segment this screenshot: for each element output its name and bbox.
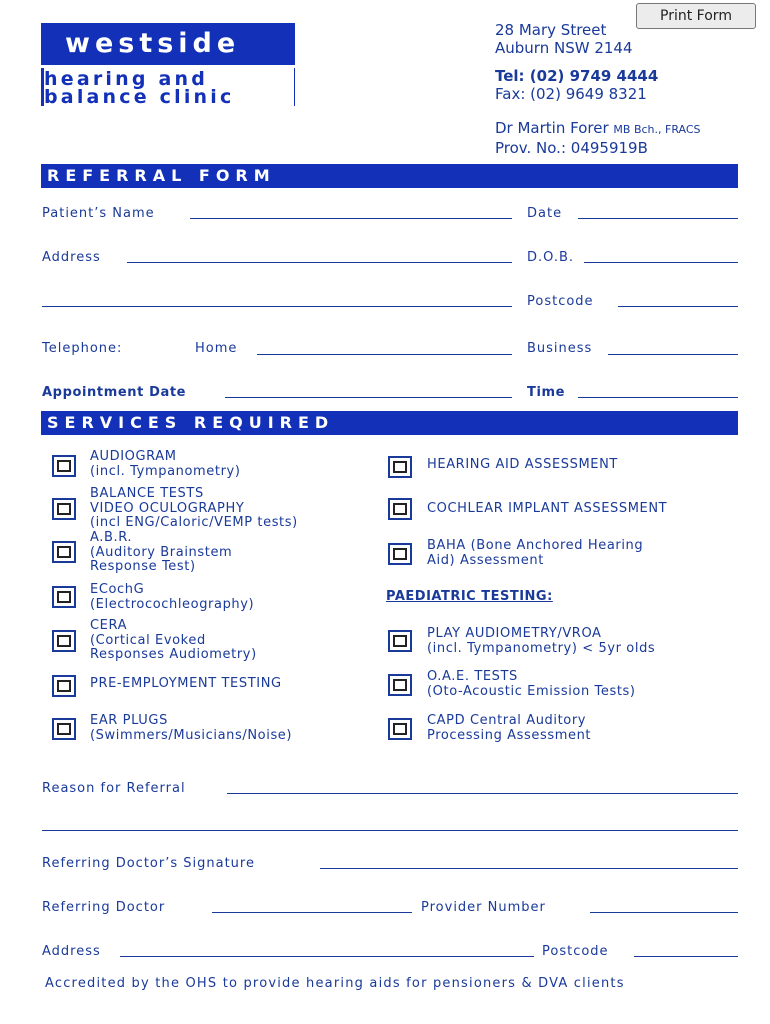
clinic-address: [495, 21, 633, 57]
print-form-button[interactable]: Print Form: [636, 3, 756, 29]
baha-checkbox[interactable]: [388, 543, 412, 565]
referrer-postcode-label: Postcode: [542, 944, 609, 959]
ear-plugs-label: EAR PLUGS (Swimmers/Musicians/Noise): [90, 713, 293, 743]
address-field-line1[interactable]: [127, 262, 512, 263]
clinic-logo: [41, 23, 295, 106]
business-phone-label: Business: [527, 341, 593, 356]
reason-for-referral-field-line1[interactable]: [227, 793, 738, 794]
ear-plugs-checkbox[interactable]: [52, 718, 76, 740]
cochlear-implant-checkbox[interactable]: [388, 498, 412, 520]
postcode-field[interactable]: [618, 306, 738, 307]
services-required-heading: SERVICES REQUIRED: [41, 411, 738, 435]
patient-name-field[interactable]: [190, 218, 512, 219]
doctor-info: [495, 119, 701, 157]
address-field-line2[interactable]: [42, 306, 512, 307]
doctor-name: Dr Martin Forer: [495, 119, 609, 137]
paediatric-testing-heading: PAEDIATRIC TESTING:: [386, 589, 553, 604]
balance-tests-label: BALANCE TESTS VIDEO OCULOGRAPHY (incl ENG/Caloric/VEMP tests): [90, 486, 298, 530]
reason-for-referral-label: Reason for Referral: [42, 781, 186, 796]
abr-checkbox[interactable]: [52, 541, 76, 563]
logo-subtitle-line1: hearing and: [44, 68, 209, 90]
accreditation-footer: Accredited by the OHS to provide hearing aids for pensioners & DVA clients: [45, 976, 625, 991]
clinic-contact: [495, 67, 658, 103]
provider-number-label: Provider Number: [421, 900, 546, 915]
provider-number-field[interactable]: [590, 912, 738, 913]
cochlear-implant-label: COCHLEAR IMPLANT ASSESSMENT: [427, 501, 668, 516]
referrer-postcode-field[interactable]: [634, 956, 738, 957]
play-audiometry-checkbox[interactable]: [388, 630, 412, 652]
dob-label: D.O.B.: [527, 250, 575, 265]
dob-field[interactable]: [584, 262, 738, 263]
ecochg-checkbox[interactable]: [52, 586, 76, 608]
hearing-aid-assessment-checkbox[interactable]: [388, 456, 412, 478]
clinic-street: 28 Mary Street: [495, 21, 607, 39]
home-phone-field[interactable]: [257, 354, 512, 355]
home-phone-label: Home: [195, 341, 238, 356]
reason-for-referral-field-line2[interactable]: [42, 830, 738, 831]
referring-doctor-signature-field[interactable]: [320, 868, 738, 869]
logo-wordmark: westside: [41, 23, 295, 65]
capd-checkbox[interactable]: [388, 718, 412, 740]
referrer-address-field[interactable]: [120, 956, 534, 957]
telephone-label: Telephone:: [42, 341, 123, 356]
pre-employment-label: PRE-EMPLOYMENT TESTING: [90, 676, 282, 691]
postcode-label: Postcode: [527, 294, 594, 309]
audiogram-checkbox[interactable]: [52, 455, 76, 477]
date-label: Date: [527, 206, 563, 221]
referring-doctor-label: Referring Doctor: [42, 900, 166, 915]
doctor-qualifications: MB Bch., FRACS: [613, 123, 701, 136]
oae-tests-label: O.A.E. TESTS (Oto-Acoustic Emission Tests): [427, 669, 636, 699]
time-field[interactable]: [578, 397, 738, 398]
appointment-date-field[interactable]: [225, 397, 512, 398]
cera-checkbox[interactable]: [52, 630, 76, 652]
cera-label: CERA (Cortical Evoked Responses Audiometry): [90, 618, 257, 662]
time-label: Time: [527, 385, 566, 400]
doctor-line: [495, 119, 701, 139]
capd-label: CAPD Central Auditory Processing Assessment: [427, 713, 592, 743]
clinic-suburb: Auburn NSW 2144: [495, 39, 633, 57]
oae-tests-checkbox[interactable]: [388, 674, 412, 696]
baha-label: BAHA (Bone Anchored Hearing Aid) Assessment: [427, 538, 644, 568]
balance-tests-checkbox[interactable]: [52, 498, 76, 520]
abr-label: A.B.R. (Auditory Brainstem Response Test): [90, 530, 233, 574]
business-phone-field[interactable]: [608, 354, 738, 355]
play-audiometry-label: PLAY AUDIOMETRY/VROA (incl. Tympanometry) < 5yr olds: [427, 626, 656, 656]
referral-form-heading: REFERRAL FORM: [41, 164, 738, 188]
address-label: Address: [42, 250, 101, 265]
referring-doctor-signature-label: Referring Doctor’s Signature: [42, 856, 255, 871]
referrer-address-label: Address: [42, 944, 101, 959]
audiogram-label: AUDIOGRAM (incl. Tympanometry): [90, 449, 241, 479]
date-field[interactable]: [578, 218, 738, 219]
clinic-tel: Tel: (02) 9749 4444: [495, 67, 659, 85]
provider-number: Prov. No.: 0495919B: [495, 139, 648, 157]
hearing-aid-assessment-label: HEARING AID ASSESSMENT: [427, 457, 618, 472]
logo-subtitle-line2: balance clinic: [44, 86, 235, 108]
pre-employment-checkbox[interactable]: [52, 675, 76, 697]
patient-name-label: Patient’s Name: [42, 206, 155, 221]
logo-subtitle: [44, 68, 294, 106]
appointment-date-label: Appointment Date: [42, 385, 187, 400]
referring-doctor-field[interactable]: [212, 912, 412, 913]
clinic-fax: Fax: (02) 9649 8321: [495, 85, 647, 103]
ecochg-label: ECochG (Electrocochleography): [90, 582, 255, 612]
